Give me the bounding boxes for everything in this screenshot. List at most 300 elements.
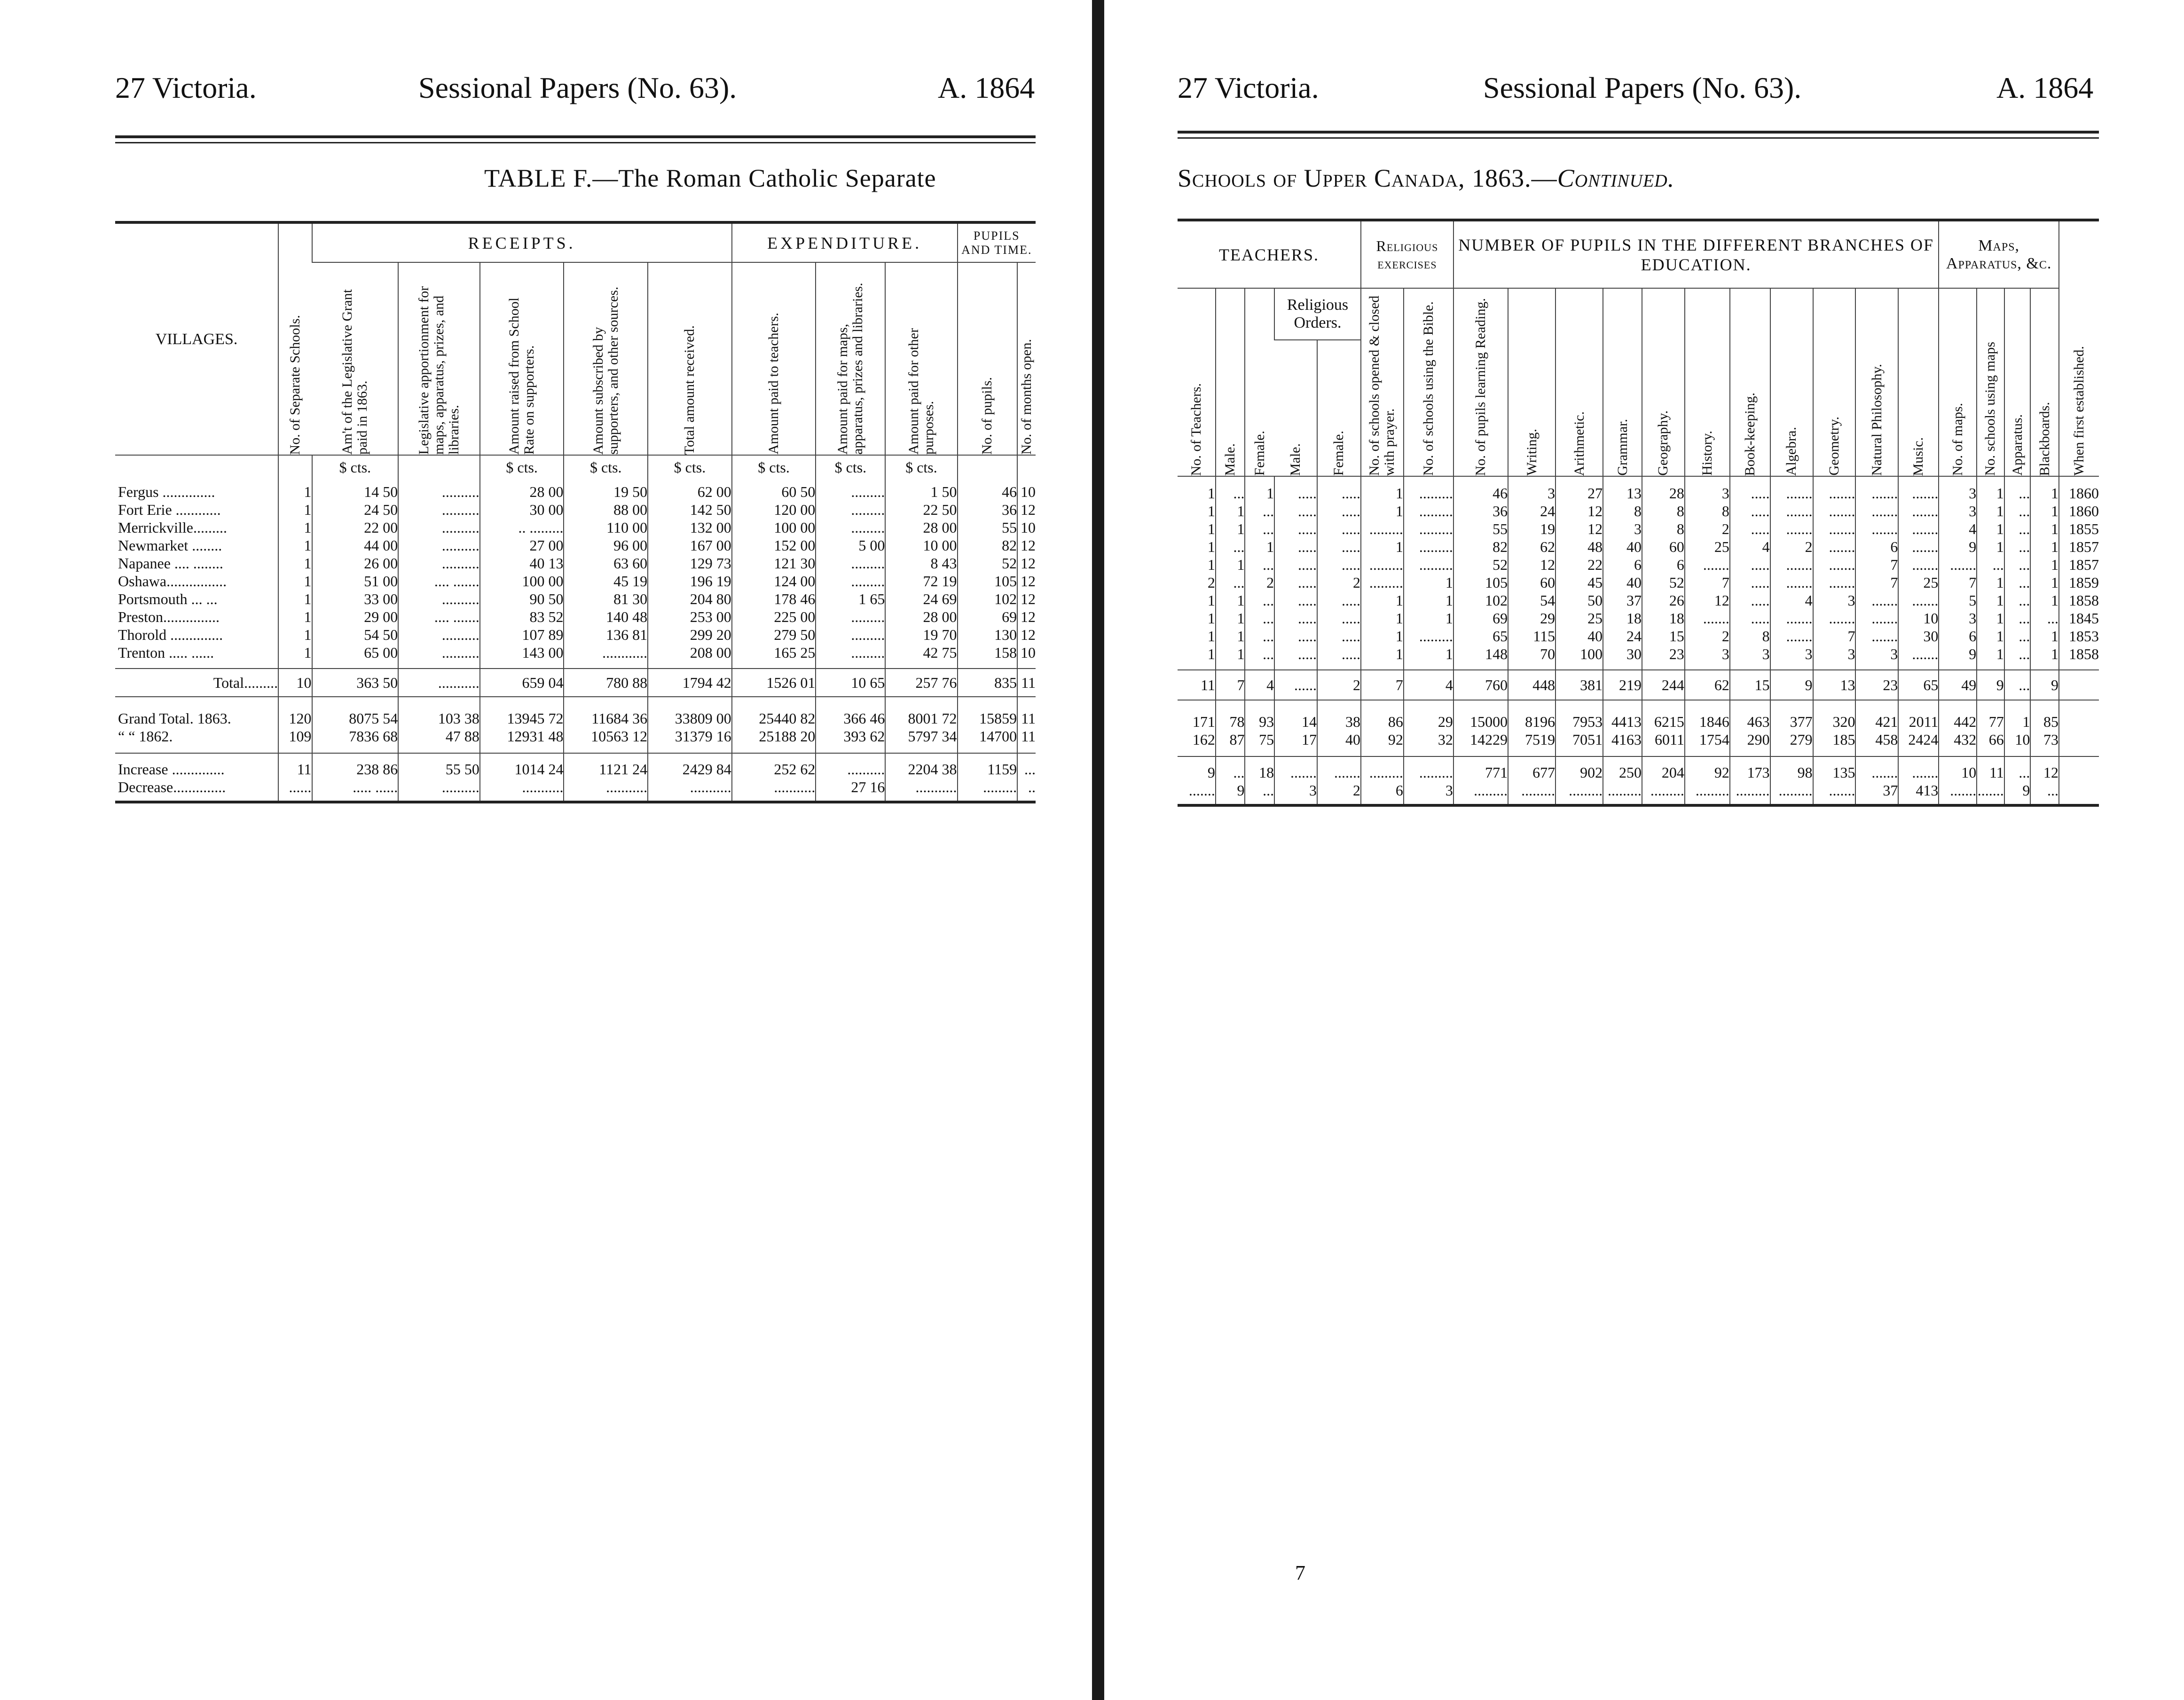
table-cell: ......... xyxy=(1361,520,1404,538)
table-cell: 1 xyxy=(1216,520,1245,538)
table-cell: ....... xyxy=(1898,591,1939,609)
table-cell: ..... xyxy=(1317,627,1361,645)
total-row xyxy=(115,669,1036,697)
table-cell: 1 xyxy=(278,501,312,519)
col-header: Legislative apportionment for maps, apparatus, prizes, and libraries. xyxy=(398,262,480,455)
table-cell: ... xyxy=(1017,753,1036,778)
table-cell: ..... xyxy=(1274,574,1317,591)
table-cell: 12 xyxy=(1556,520,1603,538)
table-cell: ....... xyxy=(1898,476,1939,502)
table-cell: 12 xyxy=(1685,591,1730,609)
table-cell: Napanee .... ........ xyxy=(118,555,223,572)
table-cell: 4413 xyxy=(1603,700,1642,731)
table-cell: 7 xyxy=(1855,574,1898,591)
unit-label: $ cts. xyxy=(732,455,816,476)
table-cell: 2 xyxy=(1245,574,1274,591)
table-cell: 148 xyxy=(1453,645,1508,670)
table-cell: 140 48 xyxy=(564,608,648,626)
table-cell: 19 70 xyxy=(885,626,957,644)
table-cell: ....... xyxy=(1813,574,1856,591)
table-cell: Increase .............. xyxy=(115,753,278,778)
table-cell: 62 00 xyxy=(648,476,732,501)
table-cell: 36 xyxy=(958,501,1018,519)
table-cell: 1 xyxy=(1361,502,1404,520)
table-cell: Total......... xyxy=(115,669,278,697)
table-cell: 1 xyxy=(2030,591,2059,609)
table-cell: 46 xyxy=(958,476,1018,501)
table-cell: ......... xyxy=(1730,781,1770,805)
table-cell: 8001 72 xyxy=(885,697,957,727)
page-number: 7 xyxy=(1295,1561,1305,1584)
table-cell: 2 xyxy=(1685,627,1730,645)
col-header: Natural Philosophy. xyxy=(1855,288,1898,476)
table-cell: 87 xyxy=(1216,731,1245,756)
table-cell: 204 xyxy=(1642,756,1685,781)
table-cell: 1 xyxy=(1216,645,1245,670)
religious-exercises-group-header: Religious exercises xyxy=(1361,220,1453,288)
right-page xyxy=(1107,0,2184,1700)
table-cell: 1 xyxy=(1216,556,1245,574)
table-cell: 1 xyxy=(1404,645,1453,670)
table-cell: 92 xyxy=(1361,731,1404,756)
table-cell: ......... xyxy=(816,519,885,536)
table-cell: 3 xyxy=(1730,645,1770,670)
table-cell: ......... xyxy=(1508,781,1556,805)
table-cell: 15 xyxy=(1642,627,1685,645)
table-cell: 1 xyxy=(1216,609,1245,627)
table-cell: 102 xyxy=(958,590,1018,608)
table-cell: ..... xyxy=(1274,645,1317,670)
table-cell: ... xyxy=(1245,502,1274,520)
table-cell: 11 xyxy=(1017,697,1036,727)
table-cell: 219 xyxy=(1603,670,1642,700)
table-cell: ... xyxy=(2004,756,2031,781)
table-cell: 363 50 xyxy=(312,669,399,697)
table-cell: 5 00 xyxy=(816,536,885,554)
table-cell: 12 xyxy=(1017,626,1036,644)
table-cell: 290 xyxy=(1730,731,1770,756)
table-cell: 18 xyxy=(1245,756,1274,781)
table-cell: 1 xyxy=(1361,627,1404,645)
col-header: No. schools using maps xyxy=(1977,288,2004,476)
table-cell: 8075 54 xyxy=(312,697,399,727)
table-cell: ....... xyxy=(1770,609,1813,627)
table-cell: 109 xyxy=(278,727,312,753)
table-cell: ......... xyxy=(1404,476,1453,502)
table-cell: 8196 xyxy=(1508,700,1556,731)
table-cell: 3 xyxy=(1855,645,1898,670)
table-cell: 250 xyxy=(1603,756,1642,781)
table-cell: 29 00 xyxy=(312,608,399,626)
left-header-rule xyxy=(115,135,1036,138)
table-cell: 1 xyxy=(1207,628,1215,645)
table-cell: 86 xyxy=(1361,700,1404,731)
table-cell: 1 xyxy=(1404,591,1453,609)
table-cell: 12 xyxy=(1017,590,1036,608)
table-cell: ......... xyxy=(1770,781,1813,805)
table-cell: 62 xyxy=(1685,670,1730,700)
col-header: Male. xyxy=(1288,443,1304,476)
col-header: Total amount received. xyxy=(648,262,732,455)
table-cell: 448 xyxy=(1508,670,1556,700)
table-cell: 6 xyxy=(1939,627,1977,645)
left-table-title: TABLE F.—The Roman Catholic Separate xyxy=(484,164,936,192)
table-cell: ....... xyxy=(1855,609,1898,627)
table-cell: 1859 xyxy=(2059,574,2099,591)
unit-label: $ cts. xyxy=(480,455,564,476)
table-cell: 73 xyxy=(2030,731,2059,756)
table-cell: 7953 xyxy=(1556,700,1603,731)
table-cell: 9 xyxy=(1939,645,1977,670)
col-header: No. of schools using the Bible. xyxy=(1404,288,1453,476)
table-cell: ......... xyxy=(816,626,885,644)
table-cell: 10 xyxy=(278,669,312,697)
table-cell: 22 00 xyxy=(312,519,399,536)
table-cell: ... xyxy=(1245,781,1274,805)
table-cell: 3 xyxy=(1939,609,1977,627)
expenditure-group-header: EXPENDITURE. xyxy=(732,222,958,262)
table-row xyxy=(115,590,1036,608)
table-cell: ....... xyxy=(1813,476,1856,502)
table-cell: 83 52 xyxy=(480,608,564,626)
col-header: No. of pupils. xyxy=(958,262,1018,455)
table-cell: ..... xyxy=(1317,520,1361,538)
table-cell: 7 xyxy=(1939,574,1977,591)
col-header: Female. xyxy=(1245,288,1274,476)
table-cell: 1 xyxy=(1977,476,2004,502)
table-cell: ....... xyxy=(1855,502,1898,520)
table-cell: ....... xyxy=(1770,520,1813,538)
table-cell: 760 xyxy=(1453,670,1508,700)
table-cell: 55 xyxy=(958,519,1018,536)
table-cell: 33 00 xyxy=(312,590,399,608)
table-cell: 4 xyxy=(1245,670,1274,700)
table-cell: 40 13 xyxy=(480,554,564,572)
table-cell: 45 19 xyxy=(564,572,648,590)
table-row xyxy=(115,626,1036,644)
table-cell: 38 xyxy=(1317,700,1361,731)
table-cell: 28 xyxy=(1642,476,1685,502)
units-row xyxy=(115,455,1036,476)
table-cell: 1 xyxy=(278,554,312,572)
table-cell: ..... xyxy=(1274,502,1317,520)
table-cell: ....... xyxy=(1274,756,1317,781)
table-cell: 12 xyxy=(1508,556,1556,574)
table-cell: 69 xyxy=(1453,609,1508,627)
table-cell: ... xyxy=(2004,538,2031,556)
table-row xyxy=(115,519,1036,536)
table-cell: 44 00 xyxy=(312,536,399,554)
left-header-rule-2 xyxy=(115,142,1036,143)
table-cell: 1526 01 xyxy=(732,669,816,697)
table-cell: .......... xyxy=(398,590,480,608)
table-cell: ... xyxy=(1216,538,1245,556)
unit-label xyxy=(1017,455,1036,476)
table-cell: Thorold .............. xyxy=(118,626,223,643)
table-cell: 1 xyxy=(1361,538,1404,556)
table-cell: 12931 48 xyxy=(480,727,564,753)
table-cell: 11684 36 xyxy=(564,697,648,727)
table-cell: 92 xyxy=(1685,756,1730,781)
table-row xyxy=(1178,627,2099,645)
table-cell: 27 00 xyxy=(480,536,564,554)
table-cell: 1 xyxy=(1977,645,2004,670)
table-cell: 55 xyxy=(1453,520,1508,538)
change-row xyxy=(115,753,1036,778)
table-cell: 11 xyxy=(1977,756,2004,781)
change-row xyxy=(1178,781,2099,805)
table-cell: 142 50 xyxy=(648,501,732,519)
unit-label: $ cts. xyxy=(312,455,399,476)
table-cell: 33809 00 xyxy=(648,697,732,727)
right-header-year: A. 1864 xyxy=(1996,71,2094,104)
table-cell: 1845 xyxy=(2059,609,2099,627)
table-cell: .......... xyxy=(398,644,480,669)
table-cell: ........... xyxy=(648,778,732,802)
table-cell: 8 xyxy=(1603,502,1642,520)
table-cell: 4 xyxy=(1939,520,1977,538)
table-cell: .. xyxy=(1017,778,1036,802)
table-cell: ....... xyxy=(1813,502,1856,520)
pupils-group-header: PUPILS AND TIME. xyxy=(958,222,1036,262)
table-cell: ... xyxy=(2004,520,2031,538)
table-cell: ......... xyxy=(1642,781,1685,805)
table-cell: 1 xyxy=(1207,556,1215,573)
table-cell: 7 xyxy=(1685,574,1730,591)
left-header-session: 27 Victoria. xyxy=(115,71,257,104)
table-cell: ....... xyxy=(1898,756,1939,781)
table-cell: 12 xyxy=(1017,608,1036,626)
table-cell: 11 xyxy=(1017,669,1036,697)
receipts-group-header: RECEIPTS. xyxy=(312,222,732,262)
table-cell: ....... xyxy=(1770,627,1813,645)
table-cell: 60 xyxy=(1508,574,1556,591)
table-cell: 66 xyxy=(1977,731,2004,756)
table-row xyxy=(1178,574,2099,591)
table-cell: 238 86 xyxy=(312,753,399,778)
table-cell: 1 xyxy=(1977,591,2004,609)
table-cell: ....... xyxy=(1813,556,1856,574)
table-cell: 1754 xyxy=(1685,731,1730,756)
table-cell: 54 50 xyxy=(312,626,399,644)
table-cell: 208 00 xyxy=(648,644,732,669)
table-cell: 7 xyxy=(1361,670,1404,700)
table-cell: 31379 16 xyxy=(648,727,732,753)
grand-total-row xyxy=(115,727,1036,753)
table-cell: .......... xyxy=(398,536,480,554)
grand-total-row xyxy=(1178,731,2099,756)
table-cell: 1 xyxy=(1404,574,1453,591)
table-cell: 14 50 xyxy=(312,476,399,501)
table-cell: 29 xyxy=(1404,700,1453,731)
table-cell: 1 xyxy=(2004,700,2031,731)
col-header: No. of schools opened & closed with prayer. xyxy=(1361,288,1404,476)
table-cell: ....... xyxy=(1939,781,1977,805)
table-cell: 902 xyxy=(1556,756,1603,781)
table-cell: 421 xyxy=(1855,700,1898,731)
table-cell: .......... xyxy=(398,519,480,536)
table-cell: 46 xyxy=(1453,476,1508,502)
col-header: History. xyxy=(1685,288,1730,476)
table-cell: 81 30 xyxy=(564,590,648,608)
table-cell: 100 00 xyxy=(480,572,564,590)
table-cell: ....... xyxy=(1855,591,1898,609)
table-cell: ....... xyxy=(1898,538,1939,556)
table-cell: 8 43 xyxy=(885,554,957,572)
col-header: Male. xyxy=(1216,288,1245,476)
pupils-branches-group-header: NUMBER OF PUPILS IN THE DIFFERENT BRANCHES OF EDUCATION. xyxy=(1453,220,1939,288)
table-cell: 5 xyxy=(1939,591,1977,609)
table-cell: ..... xyxy=(1274,591,1317,609)
table-cell: Trenton ..... ...... xyxy=(118,644,214,661)
table-cell: 4 xyxy=(1730,538,1770,556)
table-cell: 4163 xyxy=(1603,731,1642,756)
maps-group-header: Maps, Apparatus, &c. xyxy=(1939,220,2059,288)
table-cell: 78 xyxy=(1216,700,1245,731)
table-cell: 65 xyxy=(1898,670,1939,700)
table-cell: ..... xyxy=(1317,538,1361,556)
col-header: Amount paid for maps, apparatus, prizes and libraries. xyxy=(816,262,885,455)
table-cell: 3 xyxy=(1939,476,1977,502)
table-cell: 18 xyxy=(1642,609,1685,627)
table-cell: 458 xyxy=(1855,731,1898,756)
villages-header: VILLAGES. xyxy=(115,222,278,455)
table-cell: 40 xyxy=(1317,731,1361,756)
table-cell: 2011 xyxy=(1898,700,1939,731)
table-cell: 135 xyxy=(1813,756,1856,781)
table-cell: 1846 xyxy=(1685,700,1730,731)
col-header: No. of maps. xyxy=(1939,288,1977,476)
table-cell: ......... xyxy=(1685,781,1730,805)
table-cell: 167 00 xyxy=(648,536,732,554)
table-cell: 52 xyxy=(1453,556,1508,574)
table-cell: 22 xyxy=(1556,556,1603,574)
table-cell: 463 xyxy=(1730,700,1770,731)
table-cell: ..... xyxy=(1274,609,1317,627)
right-header-papers: Sessional Papers (No. 63). xyxy=(1483,71,1802,104)
table-cell: 120 00 xyxy=(732,501,816,519)
table-cell: ......... xyxy=(1404,520,1453,538)
table-cell: ....... xyxy=(1813,538,1856,556)
table-cell: ......... xyxy=(1453,781,1508,805)
table-cell: 15000 xyxy=(1453,700,1508,731)
table-cell: ..... xyxy=(1317,609,1361,627)
table-cell: 366 46 xyxy=(816,697,885,727)
religious-orders-header: Religious Orders. xyxy=(1274,288,1361,340)
table-cell: 6 xyxy=(1855,538,1898,556)
table-cell: 1 xyxy=(1404,609,1453,627)
table-cell: ....... xyxy=(1813,609,1856,627)
table-cell: 12 xyxy=(1017,554,1036,572)
table-cell: 14700 xyxy=(958,727,1018,753)
table-cell: ... xyxy=(1245,591,1274,609)
table-cell xyxy=(2059,670,2099,700)
table-cell: 77 xyxy=(1977,700,2004,731)
table-row xyxy=(1178,591,2099,609)
table-cell: 11 xyxy=(1178,670,1216,700)
table-cell: 13945 72 xyxy=(480,697,564,727)
table-cell: 158 xyxy=(958,644,1018,669)
col-header: Book-keeping. xyxy=(1730,288,1770,476)
table-cell: 13 xyxy=(1603,476,1642,502)
table-cell: ... xyxy=(1245,627,1274,645)
table-cell: 381 xyxy=(1556,670,1603,700)
col-header: When first established. xyxy=(2059,220,2099,476)
table-cell: ... xyxy=(2004,609,2031,627)
table-cell: 1 xyxy=(2030,520,2059,538)
table-cell: 1 xyxy=(278,572,312,590)
table-cell: 47 88 xyxy=(398,727,480,753)
table-cell: ..... xyxy=(1730,502,1770,520)
table-cell: ......... xyxy=(1603,781,1642,805)
table-cell xyxy=(2059,756,2099,781)
table-cell: 9 xyxy=(2030,670,2059,700)
table-cell: 13 xyxy=(1813,670,1856,700)
table-cell: ... xyxy=(2030,609,2059,627)
table-cell: 130 xyxy=(958,626,1018,644)
table-cell: 24 xyxy=(1508,502,1556,520)
table-cell: 124 00 xyxy=(732,572,816,590)
table-cell: 6215 xyxy=(1642,700,1685,731)
table-cell: 1860 xyxy=(2059,502,2099,520)
table-cell: 75 xyxy=(1245,731,1274,756)
col-header: Writing. xyxy=(1508,288,1556,476)
table-cell: 1 xyxy=(1207,592,1215,609)
table-cell: 6 xyxy=(1642,556,1685,574)
table-cell: 100 00 xyxy=(732,519,816,536)
table-cell: 7519 xyxy=(1508,731,1556,756)
table-cell: ....... xyxy=(1855,476,1898,502)
table-cell: 96 00 xyxy=(564,536,648,554)
table-cell: 299 20 xyxy=(648,626,732,644)
table-cell: 55 50 xyxy=(398,753,480,778)
table-cell: 82 xyxy=(1453,538,1508,556)
table-cell: 42 75 xyxy=(885,644,957,669)
table-cell: ... xyxy=(2004,556,2031,574)
table-cell: 835 xyxy=(958,669,1018,697)
table-cell: 7 xyxy=(1855,556,1898,574)
table-cell: 1860 xyxy=(2059,476,2099,502)
table-cell: 52 xyxy=(1642,574,1685,591)
table-cell: 244 xyxy=(1642,670,1685,700)
table-cell: 37 xyxy=(1603,591,1642,609)
table-cell: 1159 xyxy=(958,753,1018,778)
table-cell: 15 xyxy=(1730,670,1770,700)
table-cell: ........... xyxy=(732,778,816,802)
table-cell: ......... xyxy=(1556,781,1603,805)
table-cell: Newmarket ........ xyxy=(118,537,222,554)
table-cell xyxy=(2059,731,2099,756)
table-cell: 32 xyxy=(1404,731,1453,756)
table-cell: 19 xyxy=(1508,520,1556,538)
table-cell: 6 xyxy=(1603,556,1642,574)
table-cell: ..... xyxy=(1274,627,1317,645)
table-cell: Merrickville......... xyxy=(118,519,227,536)
table-cell: ..... xyxy=(1730,476,1770,502)
table-cell: 178 46 xyxy=(732,590,816,608)
table-cell: 3 xyxy=(1685,645,1730,670)
table-cell: ......... xyxy=(958,778,1018,802)
table-cell: 17 xyxy=(1274,731,1317,756)
table-cell: Portsmouth ... ... xyxy=(118,590,218,607)
table-cell: ......... xyxy=(1404,538,1453,556)
table-cell: 30 00 xyxy=(480,501,564,519)
table-cell: “ “ 1862. xyxy=(118,728,173,745)
table-cell: .. ......... xyxy=(480,519,564,536)
table-cell: 1014 24 xyxy=(480,753,564,778)
table-cell: ....... xyxy=(1898,645,1939,670)
table-cell: 90 50 xyxy=(480,590,564,608)
